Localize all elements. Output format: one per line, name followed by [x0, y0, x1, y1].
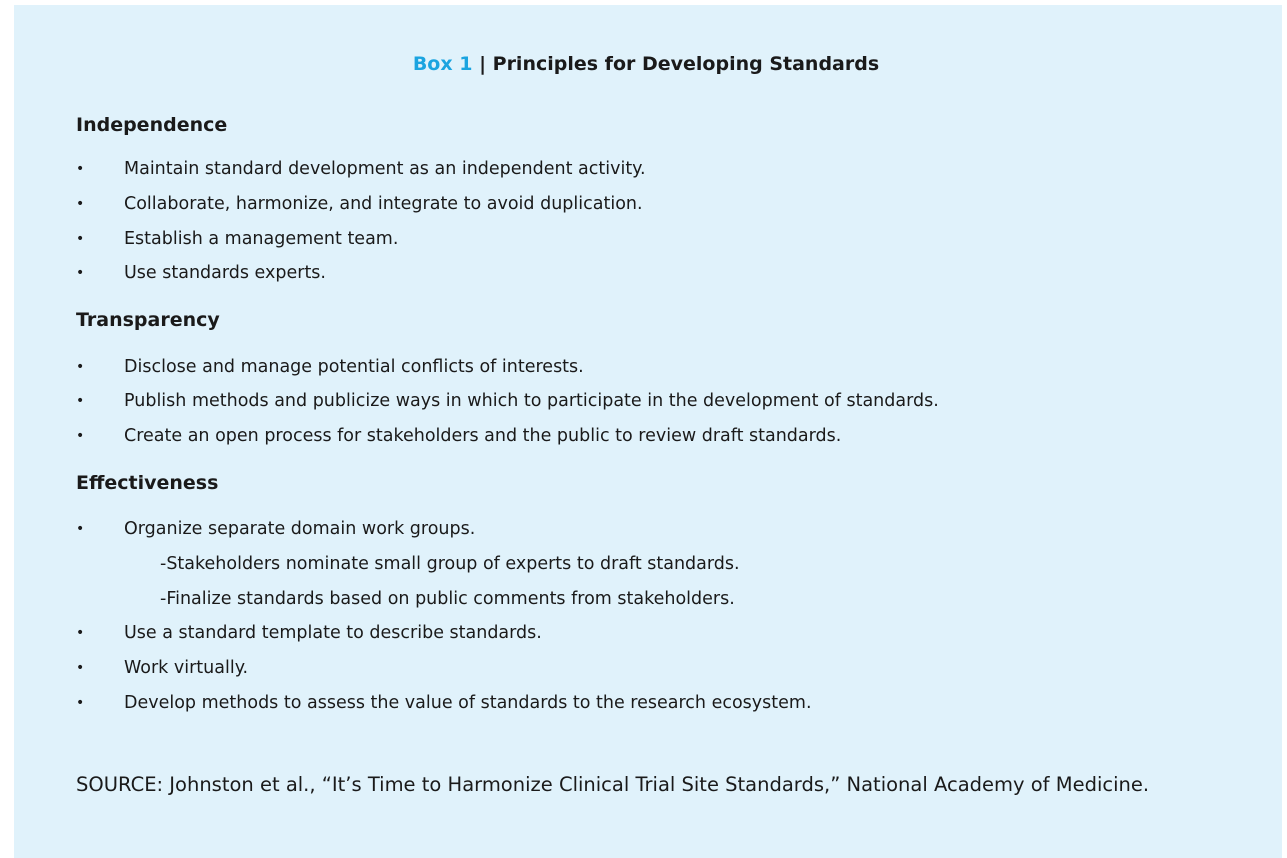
box-label: Box 1 [412, 53, 473, 75]
list-item-text: Establish a management team. [124, 229, 399, 249]
list-item-text: Disclose and manage potential conflicts of interests. [124, 357, 584, 377]
list-item-text: Use standards experts. [124, 263, 326, 283]
principles-box [14, 5, 1282, 858]
box-title [14, 52, 1278, 76]
bullet-icon: • [76, 196, 85, 212]
list-item-text: Publish methods and publicize ways in which to participate in the development of standards. [124, 391, 939, 411]
bullet-icon: • [76, 625, 85, 641]
list-item-text: Collaborate, harmonize, and integrate to avoid duplication. [124, 194, 643, 214]
sub-list-item: -Stakeholders nominate small group of experts to draft standards. [160, 554, 740, 574]
sub-list-item: -Finalize standards based on public comments from stakeholders. [160, 589, 735, 609]
bullet-icon: • [76, 521, 85, 537]
bullet-icon: • [76, 695, 85, 711]
list-item-text: Maintain standard development as an independent activity. [124, 159, 646, 179]
title-separator: | [472, 53, 493, 75]
source-citation: SOURCE: Johnston et al., “It’s Time to Harmonize Clinical Trial Site Standards,” National Academy of Medicine. [76, 773, 1150, 796]
section-heading-independence: Independence [76, 114, 228, 136]
bullet-icon: • [76, 161, 85, 177]
list-item-text: Work virtually. [124, 658, 249, 678]
list-item-text: Create an open process for stakeholders and the public to review draft standards. [124, 426, 842, 446]
list-item-text: Organize separate domain work groups. [124, 519, 476, 539]
list-item-text: Use a standard template to describe standards. [124, 623, 542, 643]
box-title-text: Principles for Developing Standards [492, 53, 880, 75]
section-heading-transparency: Transparency [76, 309, 220, 331]
bullet-icon: • [76, 359, 85, 375]
section-heading-effectiveness: Effectiveness [76, 472, 219, 494]
bullet-icon: • [76, 428, 85, 444]
bullet-icon: • [76, 265, 85, 281]
bullet-icon: • [76, 393, 85, 409]
list-item-text: Develop methods to assess the value of standards to the research ecosystem. [124, 693, 812, 713]
bullet-icon: • [76, 660, 85, 676]
bullet-icon: • [76, 231, 85, 247]
